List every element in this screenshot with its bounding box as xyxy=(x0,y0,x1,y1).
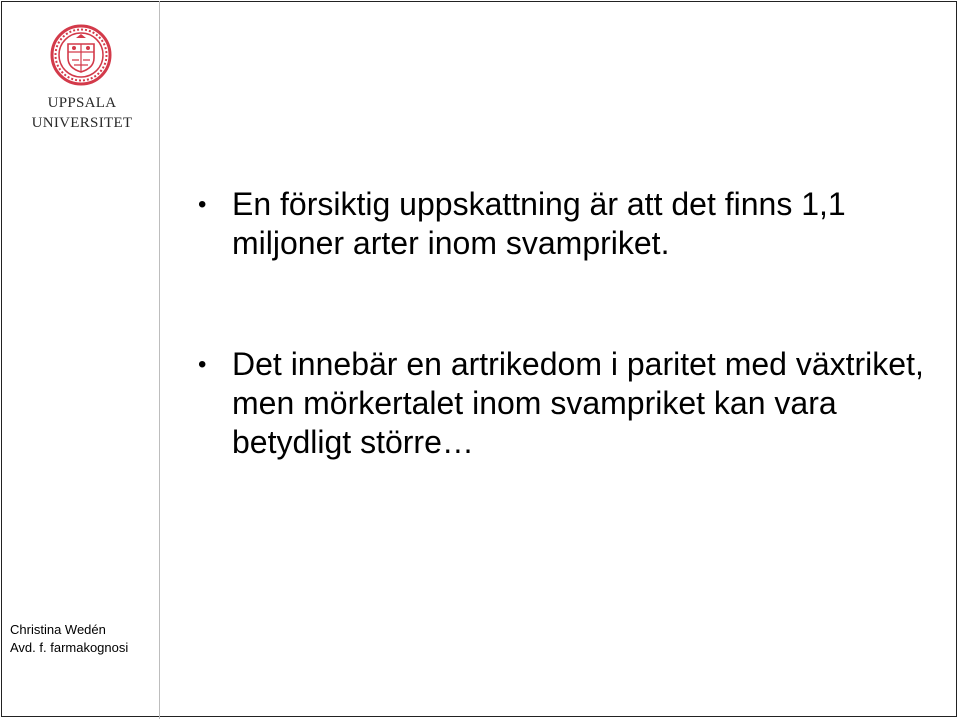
bullet-item xyxy=(196,345,936,462)
bullet-item xyxy=(196,185,936,263)
footer-department: Avd. f. farmakognosi xyxy=(10,640,129,655)
sidebar-divider xyxy=(159,1,160,719)
bullet-list xyxy=(196,185,936,462)
bullet-text: Det innebär en artrikedom i paritet med växtriket, men mörkertalet inom svampriket kan vara betydligt större… xyxy=(232,346,924,460)
logo-text-uppsala: UPPSALA xyxy=(47,95,117,111)
bullet-dot-icon: • xyxy=(198,191,207,218)
uppsala-university-logo xyxy=(22,24,142,136)
footer xyxy=(10,621,128,657)
bullet-dot-icon: • xyxy=(198,351,207,378)
logo-text-universitet: UNIVERSITET xyxy=(31,115,133,131)
footer-author: Christina Wedén xyxy=(10,622,106,637)
bullet-text: En försiktig uppskattning är att det finns 1,1 miljoner arter inom svampriket. xyxy=(232,186,846,261)
university-seal-icon xyxy=(50,24,112,86)
